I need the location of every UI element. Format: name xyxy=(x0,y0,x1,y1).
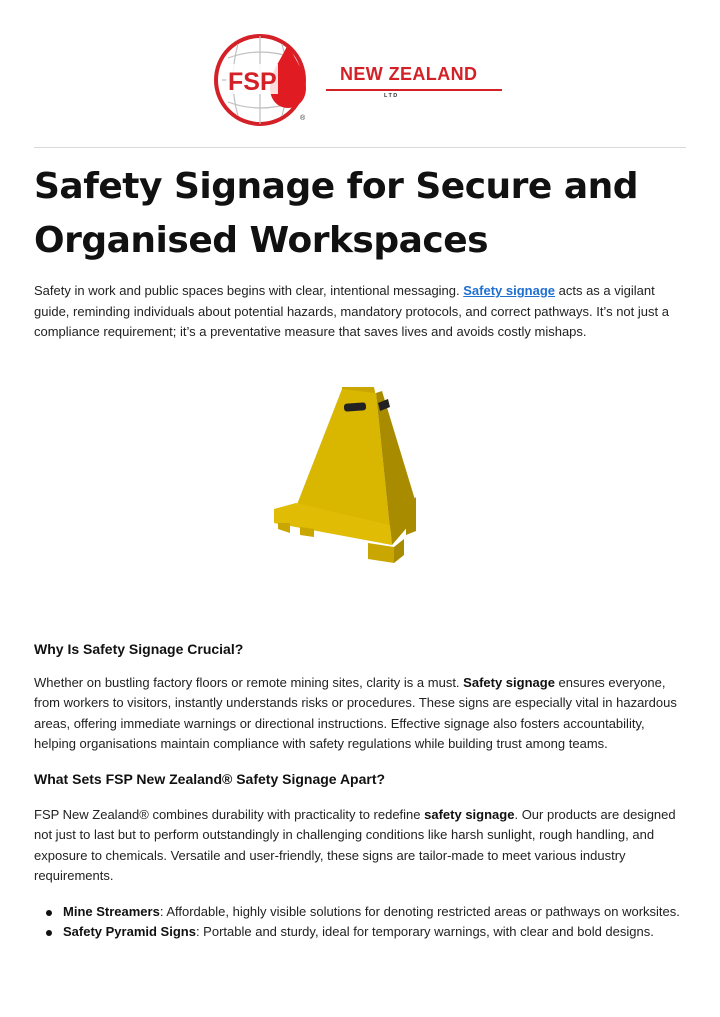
header-divider xyxy=(34,147,686,148)
svg-text:FSP: FSP xyxy=(228,68,277,96)
header xyxy=(0,0,720,148)
bullet-icon xyxy=(46,930,52,936)
why-paragraph: Whether on bustling factory floors or remote mining sites, clarity is a must. Safety signage ensures everyone, from workers to visitors, instantly understands risks or procedures. These signs are especially vital in hazardous areas, offering immediate warnings or directional instructions. Effective signage also fosters accountability, helping organisations maintain compliance with safety regulations while building trust among teams. xyxy=(34,674,677,751)
list-item: Safety Pyramid Signs: Portable and sturdy, ideal for temporary warnings, with clear and bold designs. xyxy=(63,923,686,941)
list-item: Mine Streamers: Affordable, highly visible solutions for denoting restricted areas or pathways on worksites. xyxy=(63,903,686,921)
svg-text:®: ® xyxy=(300,115,306,122)
page-title: Safety Signage for Secure and Organised Workspaces xyxy=(34,166,639,261)
safety-signage-link[interactable]: Safety signage xyxy=(463,283,556,298)
article xyxy=(34,160,686,943)
bullet-icon xyxy=(46,910,52,916)
brand-name: NEW ZEALAND xyxy=(340,64,478,84)
brand-subtitle: LTD xyxy=(384,93,399,99)
sets-apart-paragraph: FSP New Zealand® combines durability with practicality to redefine safety signage. Our products are designed not just to last but to perform outstandingly in challenging conditions like harsh sunlight, rough handling, and exposure to chemicals. Versatile and user-friendly, these signs are tailor-made to meet various industry requirements. xyxy=(34,806,676,883)
fsp-logo-icon[interactable] xyxy=(214,28,314,132)
sets-apart-heading: What Sets FSP New Zealand® Safety Signage Apart? xyxy=(34,770,386,787)
product-list xyxy=(34,903,686,941)
why-heading: Why Is Safety Signage Crucial? xyxy=(34,640,244,657)
yellow-pyramid-sign-icon xyxy=(270,379,442,571)
brand-underline xyxy=(326,89,502,91)
intro-paragraph: Safety in work and public spaces begins with clear, intentional messaging. Safety signage acts as a vigilant guide, reminding individuals about potential hazards, mandatory protocols, and correct pathways. It’s not just a compliance requirement; it’s a preventative measure that saves lives and avoids costly mishaps. xyxy=(34,283,669,339)
product-image xyxy=(34,343,686,641)
